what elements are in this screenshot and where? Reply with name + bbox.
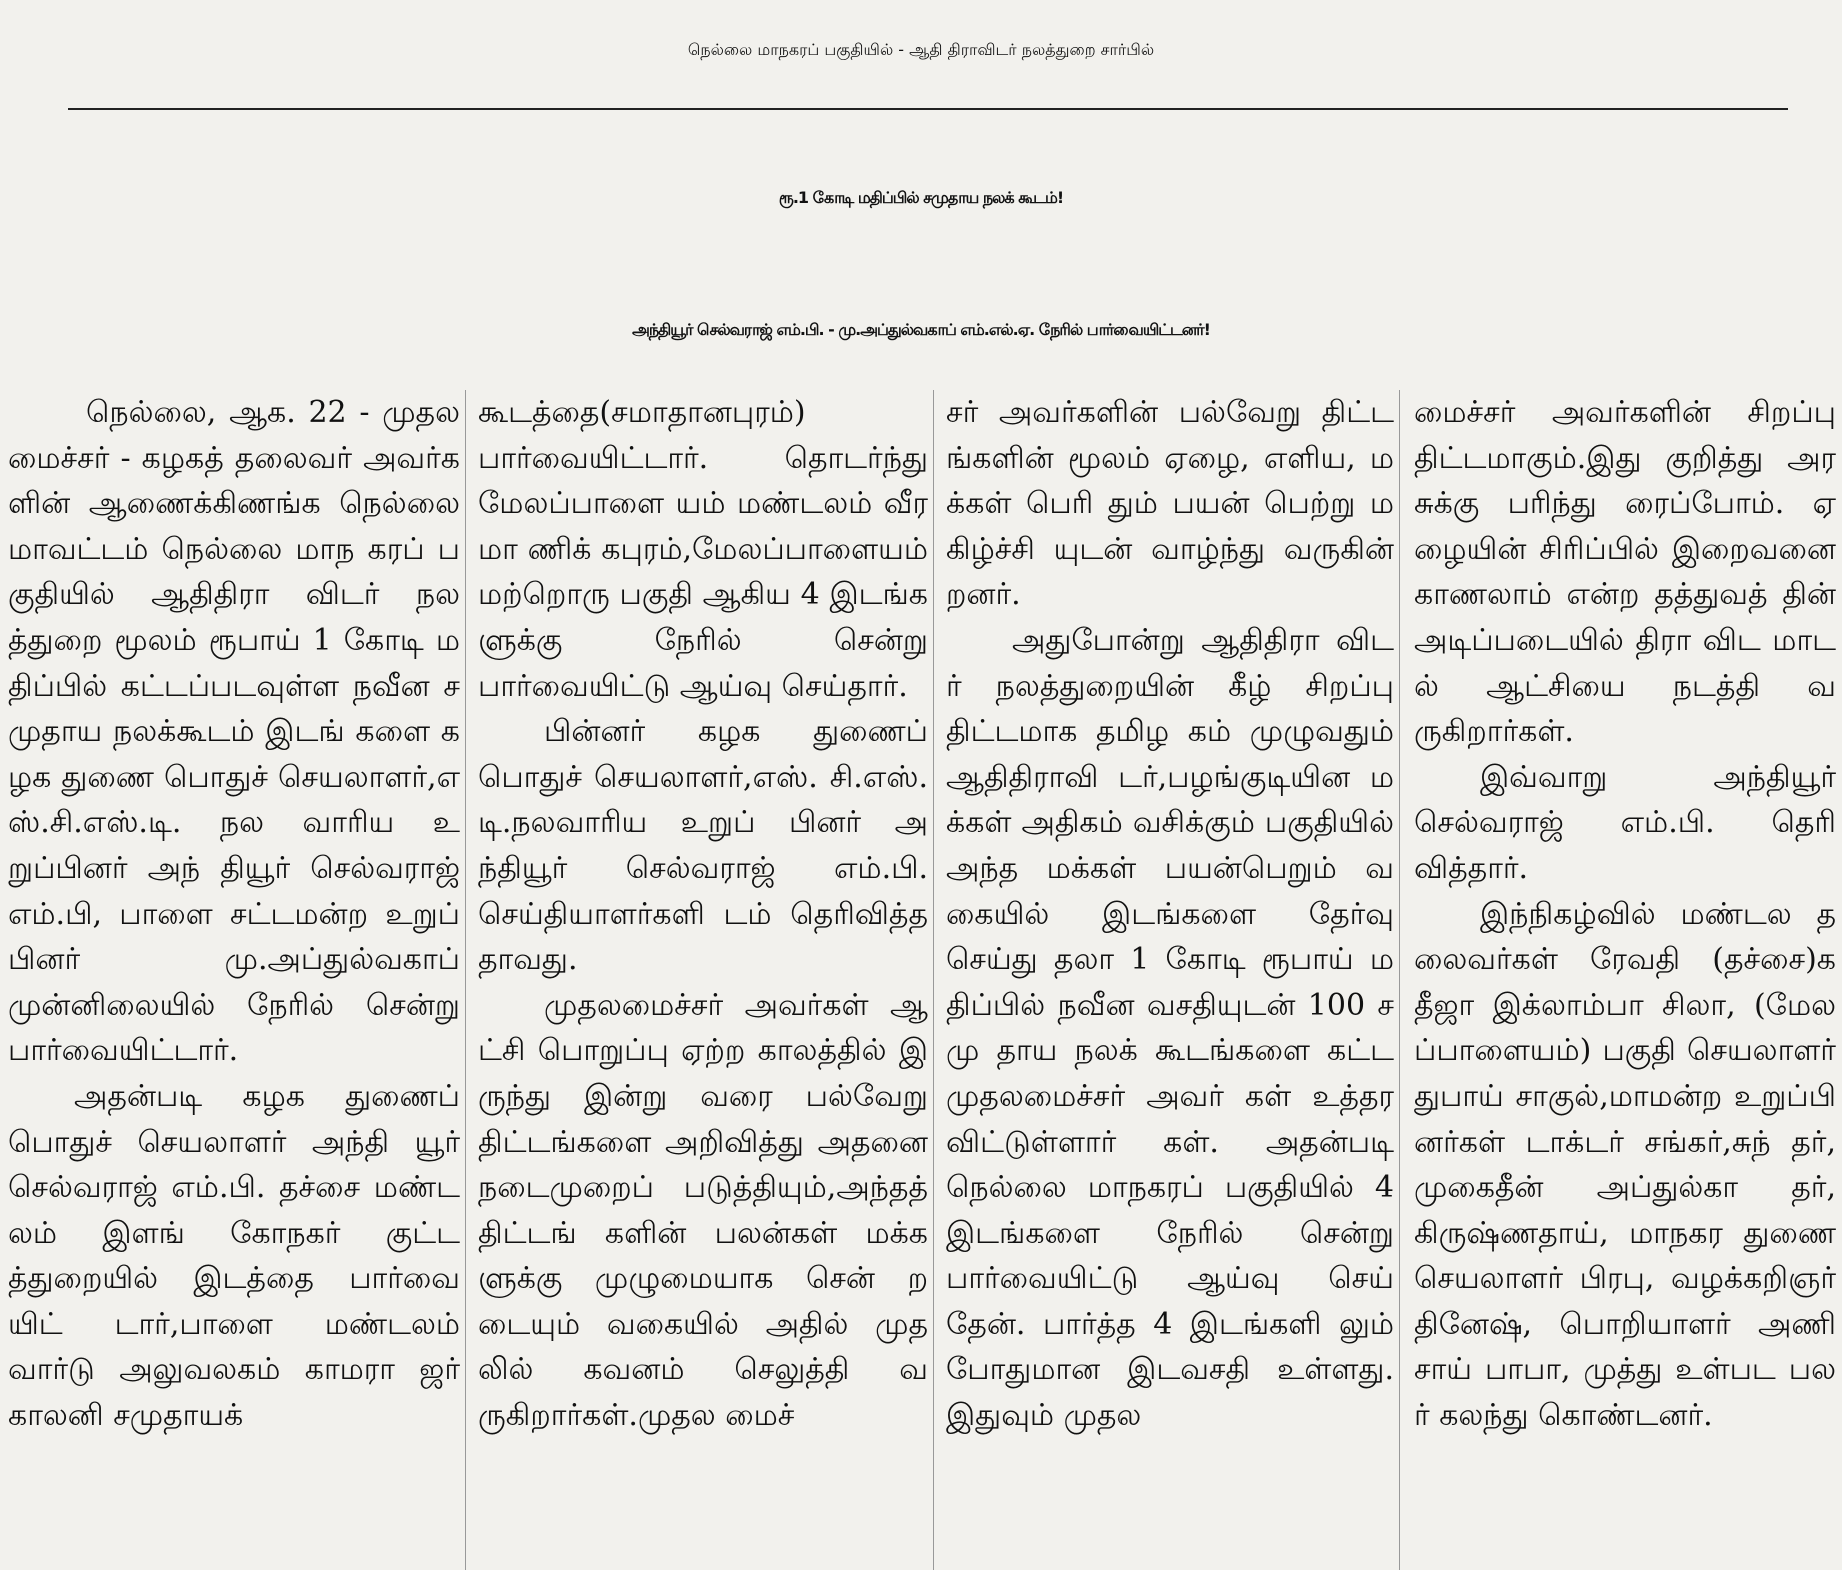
article-paragraph: கூடத்தை(சமாதானபுரம்) பார்வையிட்டார். தொடர்ந்து மேலப்பாளை யம் மண்டலம் வீரமா ணிக் கபுரம்,மேலப்பாளையம் மற்றொரு பகுதி ஆகிய 4 இடங்களுக்கு நேரில் சென்று பார்வையிட்டு ஆய்வு செய்தார். bbox=[478, 395, 928, 704]
article-paragraph: இவ்வாறு அந்தியூர் செல்வராஜ் எம்.பி. தெரி வித்தார். bbox=[1414, 759, 1836, 886]
kicker-rule bbox=[68, 108, 1788, 110]
article-column-2 bbox=[466, 390, 934, 1570]
sub-headline: அந்தியூர் செல்வராஜ் எம்.பி. - மு.அப்துல்வகாப் எம்.எல்.ஏ. நேரில் பார்வையிட்டனர்! bbox=[632, 320, 1210, 339]
article-paragraph: முதலமைச்சர் அவர்கள் ஆட்சி பொறுப்பு ஏற்ற காலத்தில் இருந்து இன்று வரை பல்வேறு திட்டங்களை அறிவித்து அதனை நடைமுறைப் படுத்தியும்,அந்தத் திட்டங் களின் பலன்கள் மக்க ளுக்கு முழுமையாக சென் றடையும் வகையில் அதில் முதலில் கவனம் செலுத்தி வருகிறார்கள்.முதல மைச் bbox=[478, 987, 928, 1434]
article-paragraph: அதன்படி கழக துணைப் பொதுச் செயலாளர் அந்தி யூர் செல்வராஜ் எம்.பி. தச்சை மண்டலம் இளங் கோநகர் குட்டத்துறையில் இடத்தை பார்வை யிட் டார்,பாளை மண்டலம் வார்டு அலுவலகம் காமரா ஜர் காலனி சமுதாயக் bbox=[8, 1078, 460, 1434]
article-column-3 bbox=[934, 390, 1400, 1570]
article-paragraph: நெல்லை, ஆக. 22 - முதலமைச்சர் - கழகத் தலைவர் அவர்களின் ஆணைக்கிணங்க நெல்லை மாவட்டம் நெல்லை மாந கரப் பகுதியில் ஆதிதிரா விடர் நலத்துறை மூலம் ரூபாய் 1 கோடி மதிப்பில் கட்டப்படவுள்ள நவீன சமுதாய நலக்கூடம் இடங் களை கழக துணை பொதுச் செயலாளர்,எஸ்.சி.எஸ்.டி. நல வாரிய உறுப்பினர் அந் தியூர் செல்வராஜ் எம்.பி, பாளை சட்டமன்ற உறுப் பினர் மு.அப்துல்வகாப் முன்னிலையில் நேரில் சென்று பார்வையிட்டார். bbox=[8, 395, 460, 1069]
article-paragraph: பின்னர் கழக துணைப் பொதுச் செயலாளர்,எஸ். சி.எஸ்.டி.நலவாரிய உறுப் பினர் அந்தியூர் செல்வராஜ் எம்.பி. செய்தியாளர்களி டம் தெரிவித்ததாவது. bbox=[478, 714, 928, 978]
kicker-line: நெல்லை மாநகரப் பகுதியில் - ஆதி திராவிடர் நலத்துறை சார்பில் bbox=[687, 40, 1155, 59]
article-paragraph: அதுபோன்று ஆதிதிரா விடர் நலத்துறையின் கீழ் சிறப்பு திட்டமாக தமிழ கம் முழுவதும் ஆதிதிராவி டர்,பழங்குடியின மக்கள் அதிகம் வசிக்கும் பகுதியில் அந்த மக்கள் பயன்பெறும் வகையில் இடங்களை தேர்வு செய்து தலா 1 கோடி ரூபாய் மதிப்பில் நவீன வசதியுடன் 100 சமு தாய நலக் கூடங்களை கட்ட முதலமைச்சர் அவர் கள் உத்தரவிட்டுள்ளார் கள். அதன்படி நெல்லை மாநகரப் பகுதியில் 4 இடங்களை நேரில் சென்று பார்வையிட்டு ஆய்வு செய் தேன். பார்த்த 4 இடங்களி லும் போதுமான இடவசதி உள்ளது. இதுவும் முதல bbox=[946, 622, 1394, 1434]
article-paragraph: இந்நிகழ்வில் மண்டல தலைவர்கள் ரேவதி (தச்சை)கதீஜா இக்லாம்பா சிலா, (மேலப்பாளையம்) பகுதி செயலாளர் துபாய் சாகுல்,மாமன்ற உறுப்பி னர்கள் டாக்டர் சங்கர்,சுந் தர்,முகைதீன் அப்துல்கா தர்,கிருஷ்ணதாய், மாநகர துணை செயலாளர் பிரபு, வழக்கறிஞர் தினேஷ், பொறியாளர் அணி சாய் பாபா, முத்து உள்பட பலர் கலந்து கொண்டனர். bbox=[1414, 896, 1836, 1434]
article-body bbox=[0, 390, 1842, 1570]
headline: ரூ.1 கோடி மதிப்பில் சமுதாய நலக் கூடம்! bbox=[778, 188, 1064, 207]
article-paragraph: மைச்சர் அவர்களின் சிறப்பு திட்டமாகும்.இது குறித்து அரசுக்கு பரிந்து ரைப்போம். ஏழையின் சிரிப்பில் இறைவனை காணலாம் என்ற தத்துவத் தின் அடிப்படையில் திரா விட மாடல் ஆட்சியை நடத்தி வருகிறார்கள். bbox=[1414, 395, 1836, 750]
article-column-1 bbox=[0, 390, 466, 1570]
article-paragraph: சர் அவர்களின் பல்வேறு திட்டங்களின் மூலம் ஏழை, எளிய, மக்கள் பெரி தும் பயன் பெற்று மகிழ்ச்சி யுடன் வாழ்ந்து வருகின் றனர். bbox=[946, 395, 1394, 613]
article-column-4 bbox=[1400, 390, 1842, 1570]
